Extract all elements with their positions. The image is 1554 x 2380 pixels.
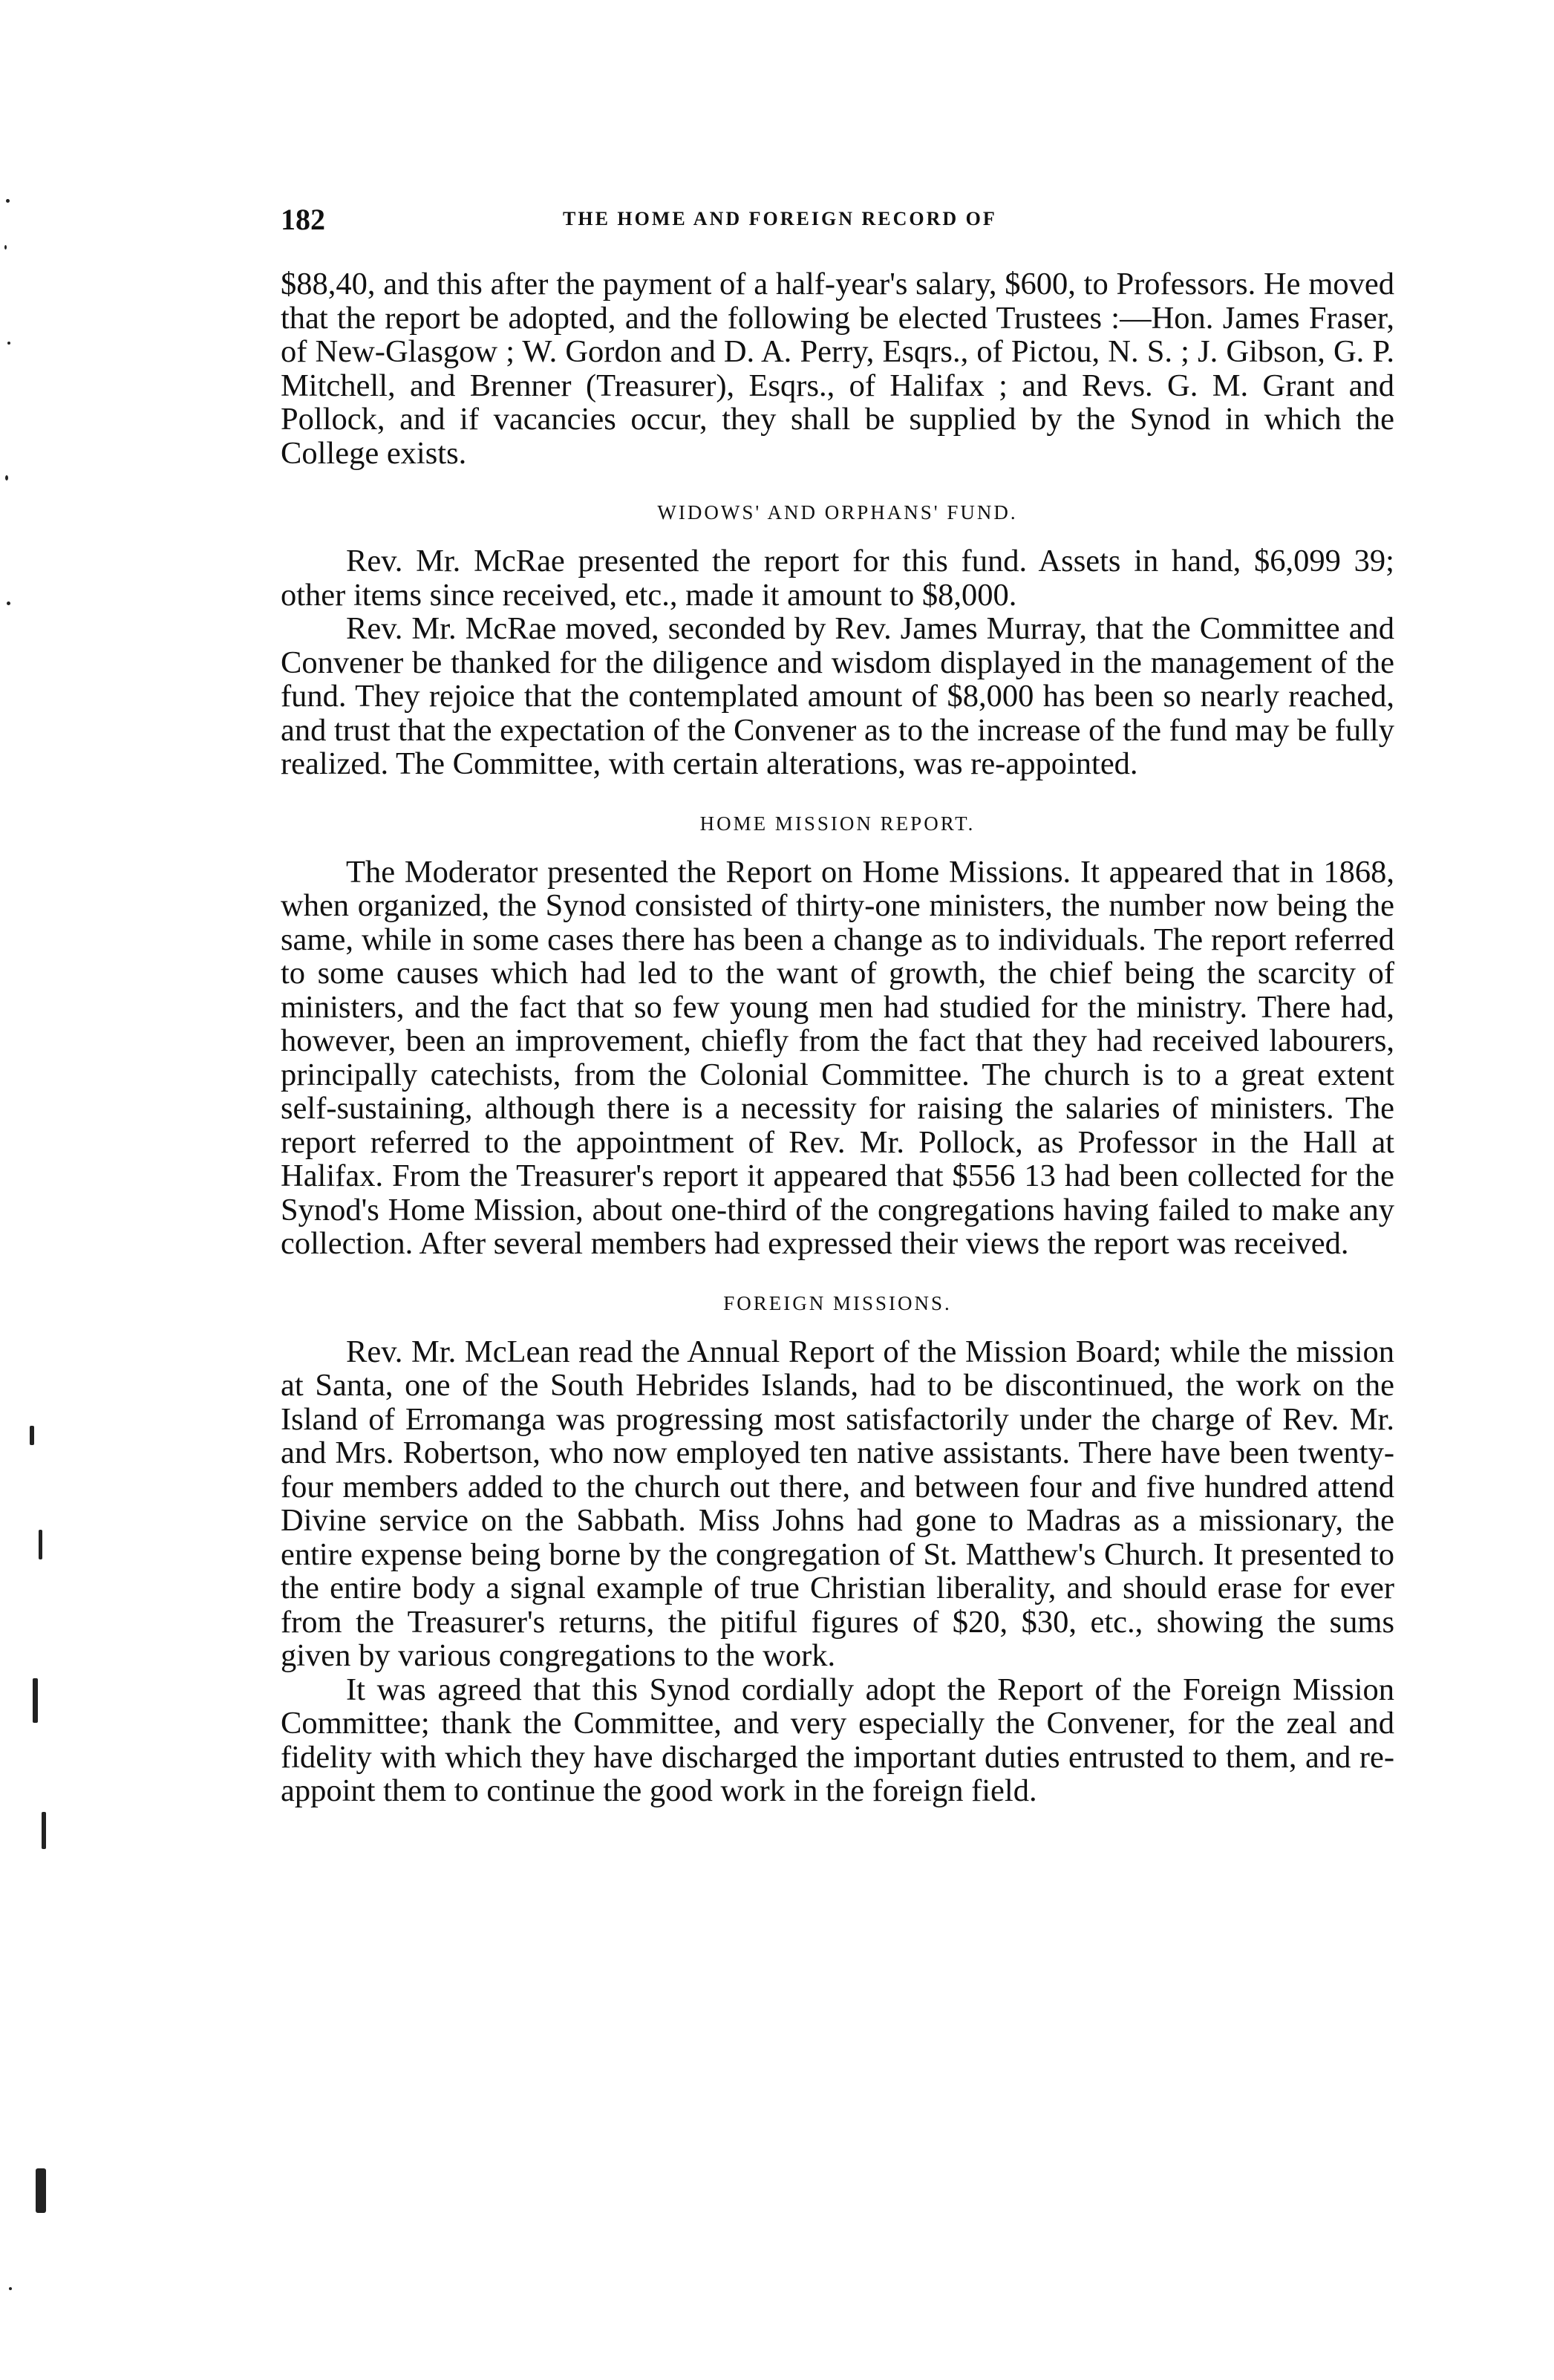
page-number: 182 [281,203,325,236]
section-heading-widows: WIDOWS' AND ORPHANS' FUND. [657,501,1018,524]
section-heading-foreign-missions: FOREIGN MISSIONS. [723,1291,952,1314]
margin-speck [36,2168,46,2213]
margin-specks [0,0,89,2380]
widows-paragraph: Rev. Mr. McRae moved, seconded by Rev. James Murray, that the Committee and Convener be thanked for the diligence and wisdom displayed in the management of the fund. They rejoice that the contemplated amount of $8,000 has been so nearly reached, and trust that the expectation of the Convener as to the increase of the fund may be fully realized. The Committee, with certain alterations, was re-appointed. [281,611,1394,781]
margin-speck [5,475,8,480]
intro-paragraph: $88,40, and this after the payment of a half-year's salary, $600, to Professors. He moved that the report be adopted, and the following be elected Trustees :—Hon. James Fraser, of New-Glasgow ; W. Gordon and D. A. Perry, Esqrs., of Pictou, N. S. ; J. Gibson, G. P. Mitchell, and Brenner (Treasurer), Esqrs., of Halifax ; and Revs. G. M. Grant and Pollock, and if vacancies occur, they shall be supplied by the Synod in which the College exists. [281,267,1394,471]
margin-speck [7,601,10,605]
margin-speck [39,1530,42,1559]
article-body [281,267,1394,1808]
widows-paragraph: Rev. Mr. McRae presented the report for this fund. Assets in hand, $6,099 39; other items since received, etc., made it amount to $8,000. [281,544,1394,613]
running-head: THE HOME AND FOREIGN RECORD OF [563,208,997,229]
margin-speck [6,199,10,203]
home-mission-paragraph: The Moderator presented the Report on Home Missions. It appeared that in 1868, when organized, the Synod consisted of thirty-one ministers, the number now being the same, while in some cases there has been a change as to individuals. The report referred to some causes which had led to the want of growth, the chief being the scarcity of ministers, and the fact that so few young men had studied for the ministry. There had, however, been an improvement, chiefly from the fact that they had received labourers, principally catechists, from the Colonial Committee. The church is to a great extent self-sustaining, although there is a necessity for raising the salaries of ministers. The report referred to the appointment of Rev. Mr. Pollock, as Professor in the Hall at Halifax. From the Treasurer's report it appeared that $556 13 had been collected for the Synod's Home Mission, about one-third of the congregations having failed to make any collection. After several members had expressed their views the report was received. [281,854,1394,1261]
margin-speck [4,245,7,250]
margin-speck [7,342,10,345]
margin-speck [33,1678,38,1723]
margin-speck [42,1812,46,1849]
foreign-missions-paragraph: It was agreed that this Synod cordially adopt the Report of the Foreign Mission Committee; thank the Committee, and very especially the Convener, for the zeal and fidelity with which they have discharged the important duties entrusted to them, and re-appoint them to continue the good work in the foreign field. [281,1672,1394,1808]
foreign-missions-paragraph: Rev. Mr. McLean read the Annual Report of the Mission Board; while the mission at Santa, one of the South Hebrides Islands, had to be discontinued, the work on the Island of Erromanga was progressing most satisfactorily under the charge of Rev. Mr. and Mrs. Robertson, who now employed ten native assistants. There have been twenty-four members added to the church out there, and between four and five hundred attend Divine service on the Sabbath. Miss Johns had gone to Madras as a missionary, the entire expense being borne by the congregation of St. Matthew's Church. It presented to the entire body a signal example of true Christian liberality, and should erase for ever from the Treasurer's returns, the pitiful figures of $20, $30, etc., showing the sums given by various congregations to the work. [281,1334,1394,1673]
margin-speck [9,2287,12,2290]
margin-speck [30,1426,34,1445]
section-heading-home-mission: HOME MISSION REPORT. [699,812,976,835]
page-header [281,202,1394,247]
